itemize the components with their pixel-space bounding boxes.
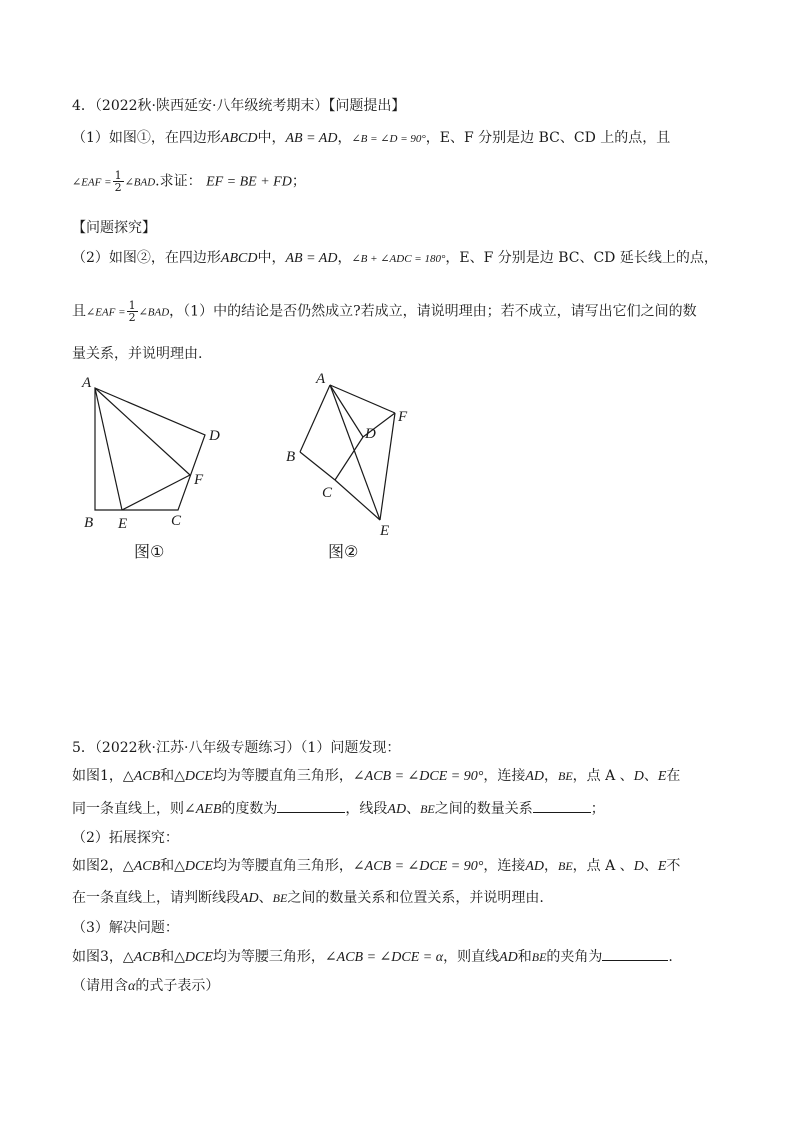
fig1-segment-af bbox=[95, 388, 190, 475]
answer-blank-angle[interactable] bbox=[277, 798, 345, 813]
q4-figures bbox=[0, 365, 800, 585]
fig1-label-a: A bbox=[82, 375, 92, 391]
fig2-label-d: D bbox=[365, 426, 376, 442]
fig2-caption: 图② bbox=[328, 542, 359, 561]
fraction-half-2: $\frac{1}{2}$ bbox=[128, 299, 136, 324]
fraction-half: $\frac{1}{2}$ bbox=[114, 169, 122, 194]
fig2-label-c: C bbox=[322, 485, 333, 501]
q4-line-2: ∠EAF = $\frac{1}{2}$ ∠BAD.求证： EF = BE + FD； bbox=[72, 169, 306, 194]
fig1-label-f: F bbox=[194, 472, 204, 488]
q4-line-4: 且∠EAF = $\frac{1}{2}$ ∠BAD，（1）中的结论是否仍然成立?若成立，请说明理由；若不成立，请写出它们之间的数 bbox=[72, 299, 697, 324]
fig2-segment-ce bbox=[335, 480, 380, 520]
fig2-segment-bc bbox=[300, 452, 335, 480]
answer-blank-angle-alpha[interactable] bbox=[602, 946, 668, 961]
fig1-label-b: B bbox=[84, 515, 94, 531]
q4-header: 4．（2022秋·陕西延安·八年级统考期末）【问题提出】 bbox=[72, 98, 406, 114]
fig2-segment-ae bbox=[330, 385, 380, 520]
fig2-segment-cd bbox=[335, 437, 363, 480]
q5-line-4: 在一条直线上，请判断线段AD、BE之间的数量关系和位置关系，并说明理由. bbox=[72, 890, 544, 906]
fig2-segment-af bbox=[330, 385, 395, 413]
q5-line-5: 如图3，△ACB和△DCE均为等腰三角形，∠ACB = ∠DCE = α，则直线AD和BE的夹角为 . bbox=[72, 946, 673, 968]
q4-line-1: （1）如图①，在四边形ABCD中，AB = AD，∠B = ∠D = 90°，E、F 分别是边 BC、CD 上的点，且 bbox=[72, 130, 671, 146]
figure-2-labels bbox=[286, 371, 408, 561]
q4-line-5: 量关系，并说明理由. bbox=[72, 346, 203, 362]
fig1-caption: 图① bbox=[134, 542, 165, 561]
fig1-label-c: C bbox=[171, 513, 182, 529]
q5-line-6: （请用含α的式子表示） bbox=[72, 978, 220, 994]
q5-header: 5．（2022秋·江苏·八年级专题练习）（1）问题发现： bbox=[72, 740, 401, 756]
fig2-label-a: A bbox=[316, 371, 326, 387]
q5-line-2: 同一条直线上，则∠AEB的度数为 ，线段AD、BE之间的数量关系 ； bbox=[72, 798, 605, 820]
fig2-label-b: B bbox=[286, 449, 296, 465]
fig2-segment-ab bbox=[300, 385, 330, 452]
fig2-label-f: F bbox=[398, 409, 408, 425]
quad-name: ABCD bbox=[220, 131, 258, 146]
fig2-segment-ef bbox=[380, 413, 395, 520]
answer-blank-relation[interactable] bbox=[533, 798, 591, 813]
fig1-label-d: D bbox=[209, 428, 220, 444]
figure-1 bbox=[95, 388, 205, 510]
q4-line-3: （2）如图②，在四边形ABCD中，AB = AD，∠B + ∠ADC = 180°，E、F 分别是边 BC、CD 延长线上的点， bbox=[72, 250, 718, 266]
q5-line-3: 如图2，△ACB和△DCE均为等腰直角三角形，∠ACB = ∠DCE = 90°，连接AD，BE，点 A 、D、E不 bbox=[72, 858, 681, 874]
q5-sub-3: （3）解决问题： bbox=[72, 920, 179, 936]
figure-1-labels bbox=[81, 375, 220, 561]
q5-sub-2: （2）拓展探究： bbox=[72, 830, 179, 846]
q4-section-title: 【问题探究】 bbox=[72, 220, 156, 236]
q5-line-1: 如图1，△ACB和△DCE均为等腰直角三角形，∠ACB = ∠DCE = 90°，连接AD，BE，点 A 、D、E在 bbox=[72, 768, 681, 784]
figure-2 bbox=[300, 385, 395, 520]
fig2-label-e: E bbox=[380, 523, 390, 539]
fig1-quadrilateral bbox=[95, 388, 205, 510]
fig1-segment-ae bbox=[95, 388, 122, 510]
fig1-label-e: E bbox=[118, 516, 128, 532]
